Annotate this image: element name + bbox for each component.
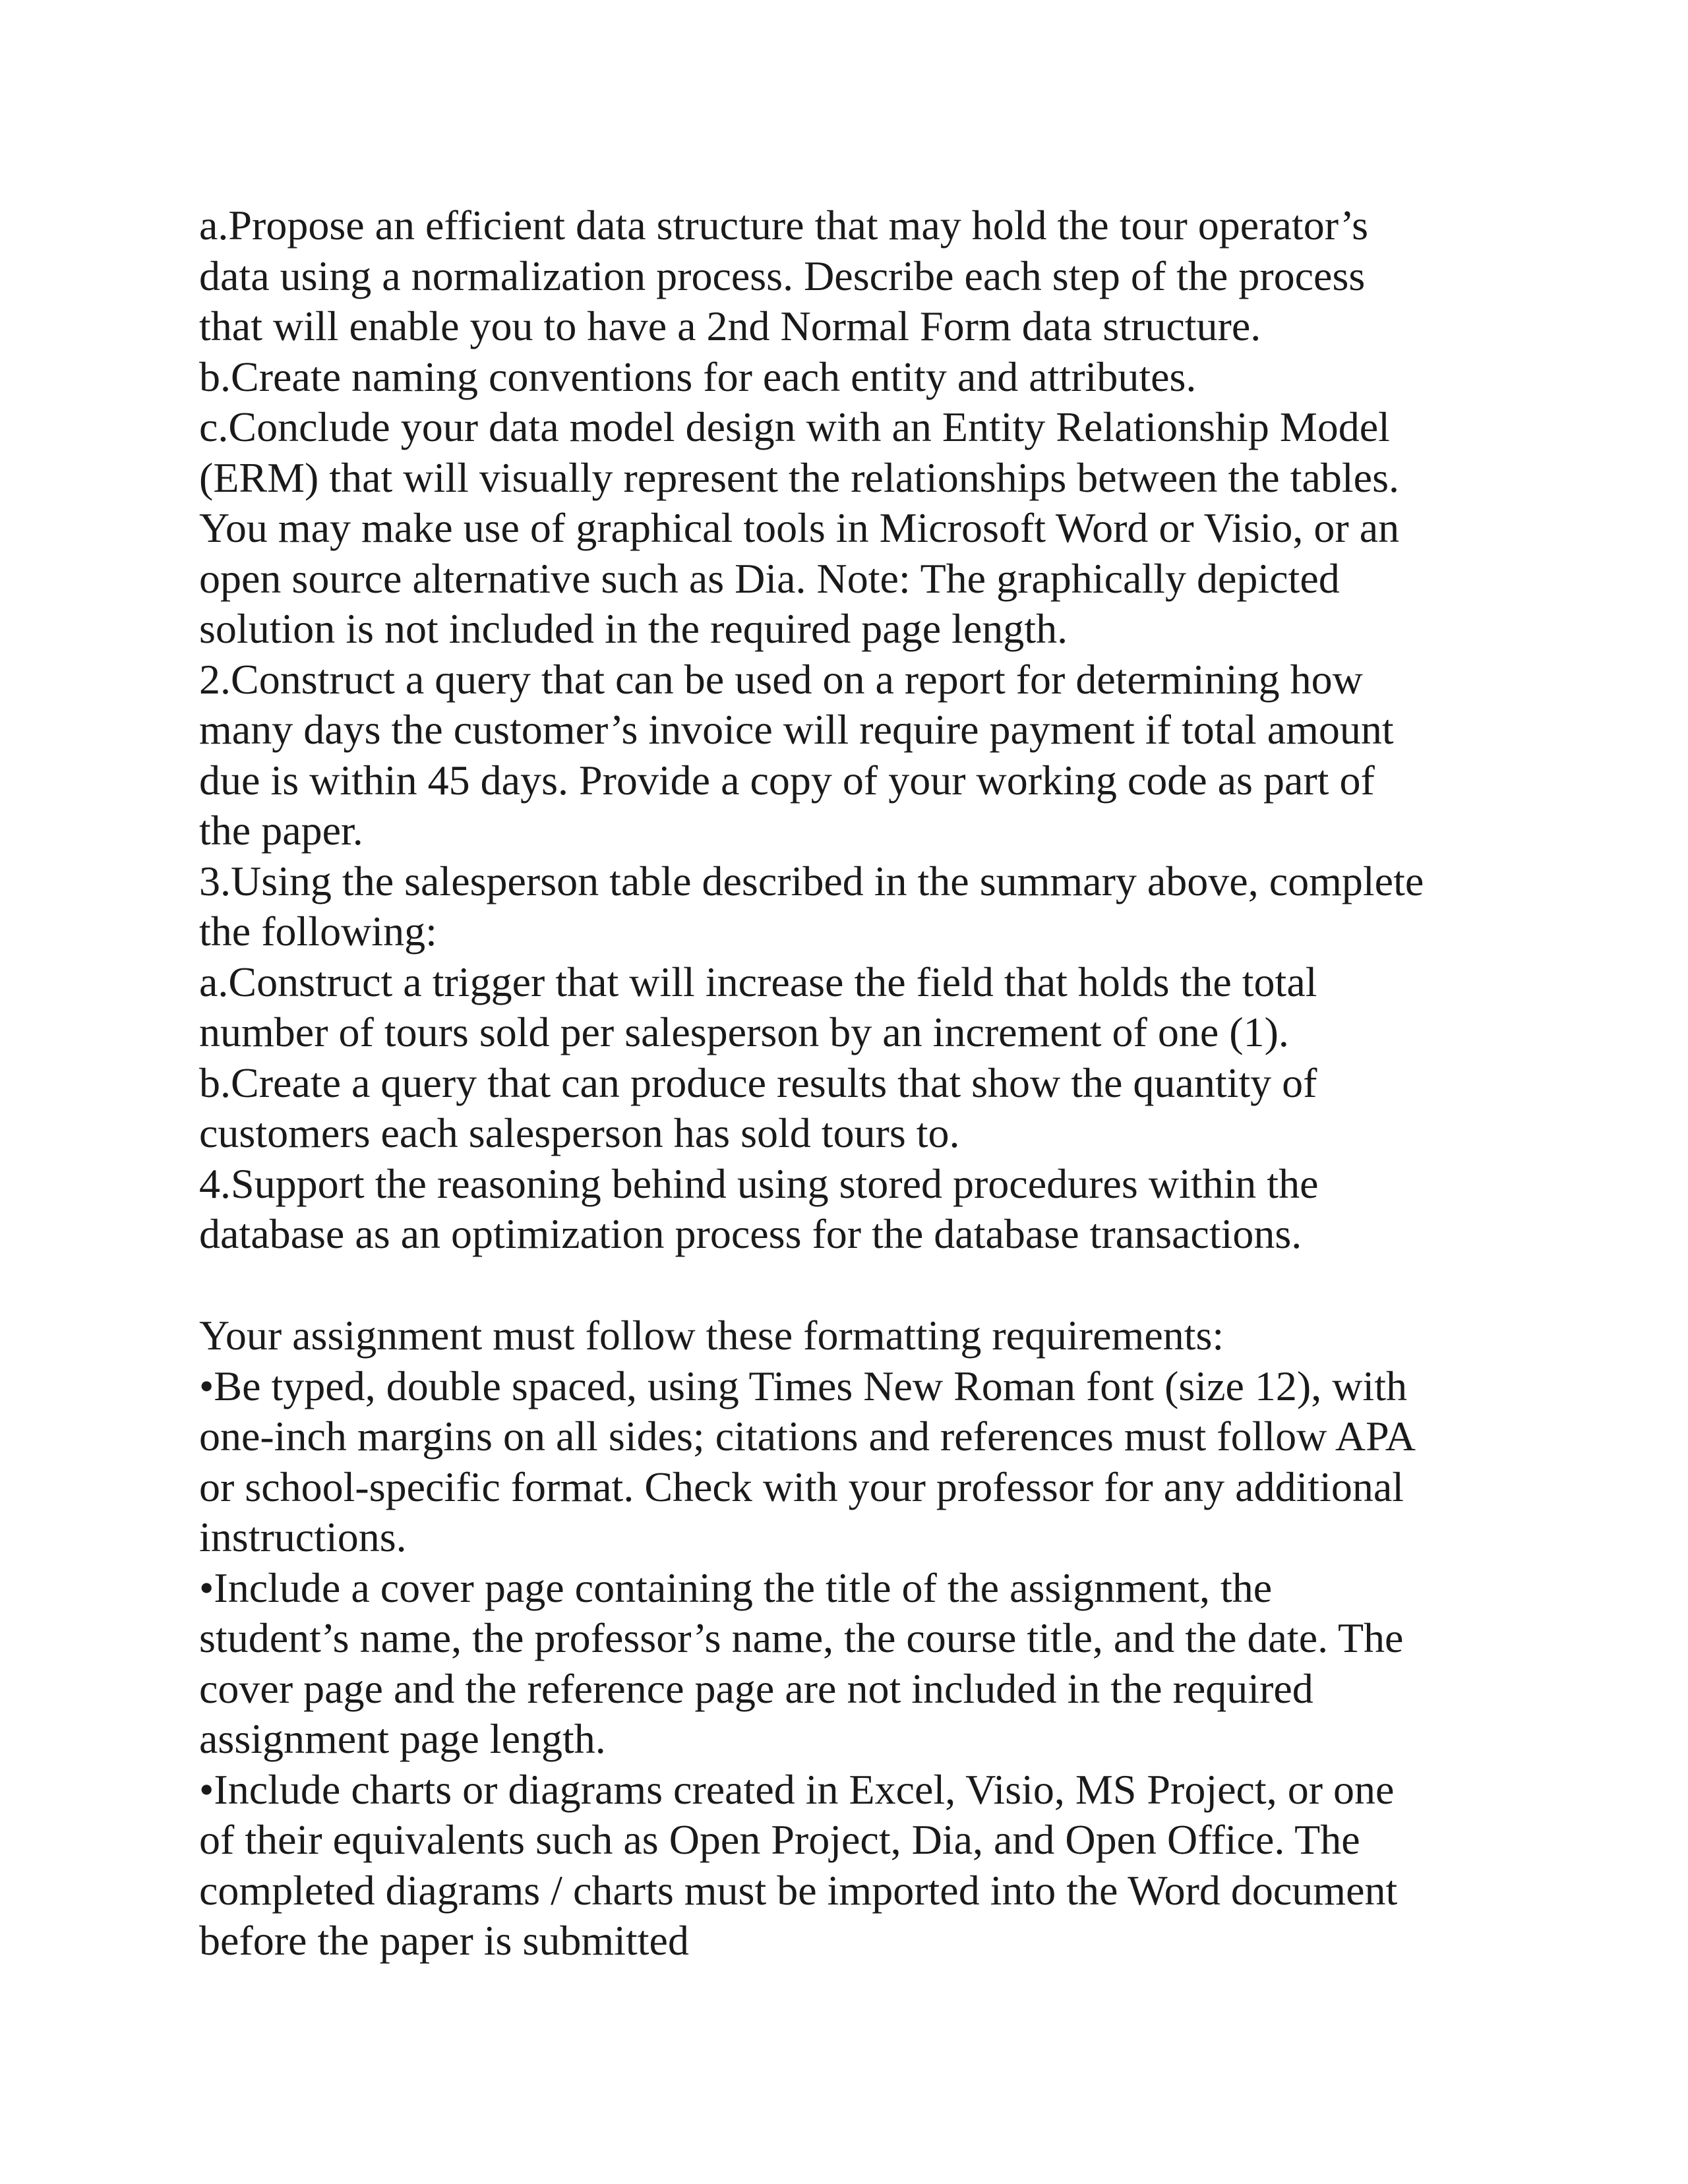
text-line: database as an optimization process for the database transactions. xyxy=(199,1210,1302,1257)
text-line: of their equivalents such as Open Project, Dia, and Open Office. The xyxy=(199,1816,1360,1863)
text-line: completed diagrams / charts must be imported into the Word document xyxy=(199,1866,1398,1914)
assignment-tasks-section xyxy=(199,200,1518,1260)
text-line: that will enable you to have a 2nd Normal Form data structure. xyxy=(199,303,1261,349)
text-line: (ERM) that will visually represent the relationships between the tables. xyxy=(199,454,1399,501)
text-line: student’s name, the professor’s name, the course title, and the date. The xyxy=(199,1614,1404,1661)
text-line: the following: xyxy=(199,908,437,955)
text-line: before the paper is submitted xyxy=(199,1917,689,1964)
text-line: c.Conclude your data model design with an Entity Relationship Model xyxy=(199,403,1390,450)
text-line: many days the customer’s invoice will require payment if total amount xyxy=(199,706,1394,753)
text-line: 4.Support the reasoning behind using stored procedures within the xyxy=(199,1160,1319,1207)
text-line: 3.Using the salesperson table described in the summary above, complete xyxy=(199,857,1424,904)
text-line: number of tours sold per salesperson by an increment of one (1). xyxy=(199,1009,1289,1055)
text-line: data using a normalization process. Describe each step of the process xyxy=(199,252,1366,299)
text-line: b.Create a query that can produce results that show the quantity of xyxy=(199,1059,1317,1106)
text-line: instructions. xyxy=(199,1514,407,1560)
text-line: cover page and the reference page are not included in the required xyxy=(199,1665,1313,1712)
text-line: a.Construct a trigger that will increase the field that holds the total xyxy=(199,958,1317,1005)
text-line: due is within 45 days. Provide a copy of your working code as part of xyxy=(199,756,1375,804)
text-line: open source alternative such as Dia. Note: The graphically depicted xyxy=(199,554,1340,602)
text-line: a.Propose an efficient data structure that may hold the tour operator’s xyxy=(199,202,1369,249)
text-line: customers each salesperson has sold tours to. xyxy=(199,1109,960,1156)
formatting-requirements-section xyxy=(199,1311,1518,1966)
text-line: •Include a cover page containing the title of the assignment, the xyxy=(199,1564,1273,1611)
text-line: •Be typed, double spaced, using Times New Roman font (size 12), with xyxy=(199,1362,1407,1409)
text-line: Your assignment must follow these formatting requirements: xyxy=(199,1312,1224,1359)
text-line: assignment page length. xyxy=(199,1715,606,1762)
text-line: or school-specific format. Check with your professor for any additional xyxy=(199,1463,1404,1510)
text-line: You may make use of graphical tools in Microsoft Word or Visio, or an xyxy=(199,504,1400,551)
text-line: the paper. xyxy=(199,807,363,854)
text-line: solution is not included in the required page length. xyxy=(199,605,1068,652)
text-line: b.Create naming conventions for each entity and attributes. xyxy=(199,353,1197,400)
text-line: •Include charts or diagrams created in Excel, Visio, MS Project, or one xyxy=(199,1765,1395,1813)
text-line: one-inch margins on all sides; citations and references must follow APA xyxy=(199,1413,1416,1460)
text-line: 2.Construct a query that can be used on a report for determining how xyxy=(199,655,1363,703)
